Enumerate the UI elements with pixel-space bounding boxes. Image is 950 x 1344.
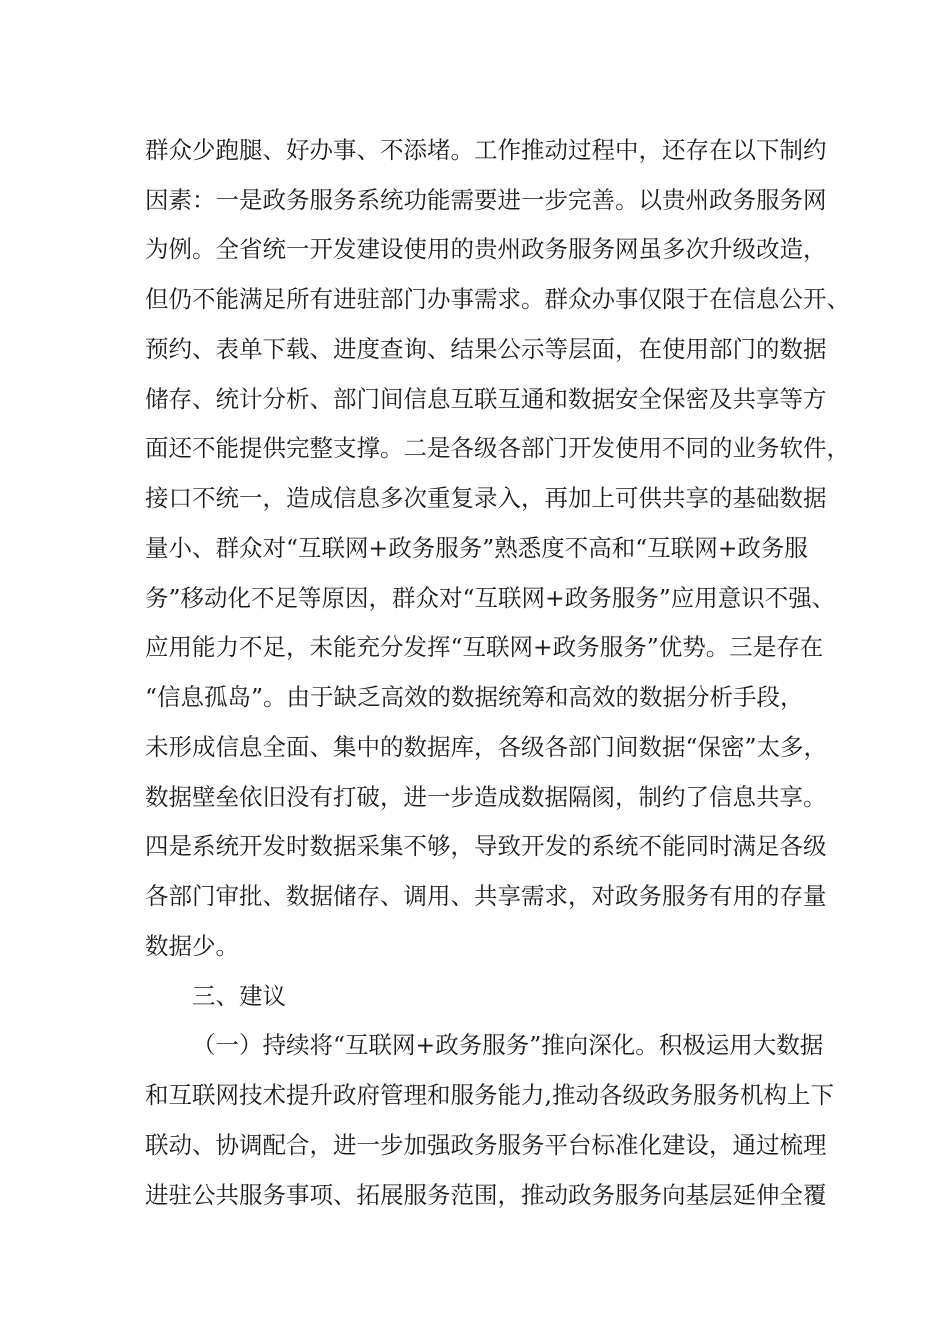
text-line: 因素：一是政务服务系统功能需要进一步完善。以贵州政务服务网 <box>145 186 827 214</box>
text-line: 务”移动化不足等原因，群众对“互联网+政务服务”应用意识不强、 <box>145 584 836 612</box>
text-line: 应用能力不足，未能充分发挥“互联网+政务服务”优势。三是存在 <box>145 633 824 661</box>
text-line: 储存、统计分析、部门间信息互联互通和数据安全保密及共享等方 <box>145 385 827 413</box>
section-heading: 三、建议 <box>192 982 286 1010</box>
text-line: 量小、群众对“互联网+政务服务”熟悉度不高和“互联网+政务服 <box>145 534 808 562</box>
text-line: “信息孤岛”。由于缺乏高效的数据统筹和高效的数据分析手段， <box>145 683 804 711</box>
subsection-heading: （一）持续将“互联网+政务服务”推向深化。积极运用大数据 <box>192 1031 824 1059</box>
text-line: 面还不能提供完整支撑。二是各级各部门开发使用不同的业务软件， <box>145 434 850 462</box>
text-line: 但仍不能满足所有进驻部门办事需求。群众办事仅限于在信息公开、 <box>145 285 850 313</box>
text-line: 为例。全省统一开发建设使用的贵州政务服务网虽多次升级改造， <box>145 235 827 263</box>
text-line: 和互联网技术提升政府管理和服务能力,推动各级政务服务机构上下 <box>145 1081 834 1109</box>
text-line: 未形成信息全面、集中的数据库，各级各部门间数据“保密”太多， <box>145 733 828 761</box>
text-line: 接口不统一，造成信息多次重复录入，再加上可供共享的基础数据 <box>145 484 827 512</box>
text-line: 进驻公共服务事项、拓展服务范围，推动政务服务向基层延伸全覆 <box>145 1181 827 1209</box>
text-line: 预约、表单下载、进度查询、结果公示等层面，在使用部门的数据 <box>145 335 827 363</box>
text-line: 数据壁垒依旧没有打破，进一步造成数据隔阂，制约了信息共享。 <box>145 783 827 811</box>
text-line: 各部门审批、数据储存、调用、共享需求，对政务服务有用的存量 <box>145 882 827 910</box>
text-line: 群众少跑腿、好办事、不添堵。工作推动过程中，还存在以下制约 <box>145 136 827 164</box>
text-line: 数据少。 <box>145 932 239 960</box>
text-line: 联动、协调配合，进一步加强政务服务平台标准化建设，通过梳理 <box>145 1131 827 1159</box>
text-line: 四是系统开发时数据采集不够，导致开发的系统不能同时满足各级 <box>145 832 827 860</box>
